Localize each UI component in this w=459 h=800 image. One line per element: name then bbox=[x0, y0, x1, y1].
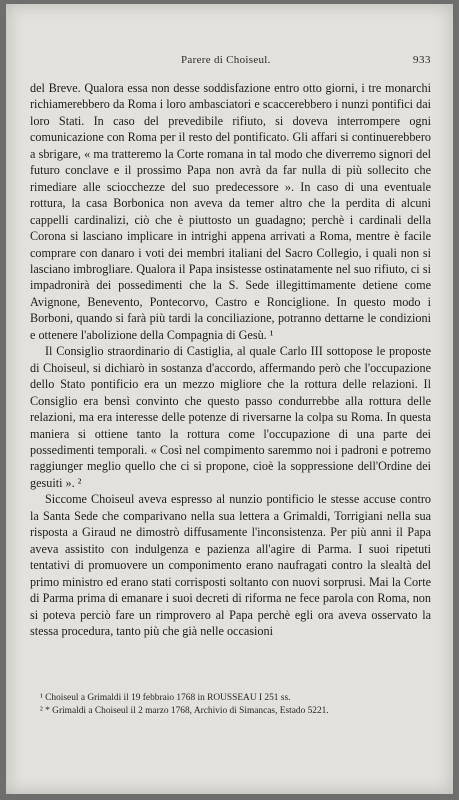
paragraph: del Breve. Qualora essa non desse soddisfazione entro otto giorni, i tre monarchi richiamerebbero da Roma i loro ambasciatori e scaccerebbero i nunzi pontifici dai loro Stati. In caso del prevedibile rifiuto, si doveva interrompere ogni comunicazione con Roma per il resto del pontificato. Gli affari si continuerebbero a sbrigare, « ma tratteremo la Corte romana in tal modo che diverremo signori del futuro conclave e il prossimo Papa non avrà da far nulla di più sollecito che rimediare alle sciocchezze del suo predecessore ». In caso di una eventuale rottura, la casa Borbonica non aveva da temer altro che la perdita di alcuni cappelli cardinalizi, ciò che è piuttosto un guadagno; perchè i cardinali della Corona si lasciano implicare in intrighi appena arrivati a Roma, mentre è facile comprare con danaro i voti dei membri italiani del Sacro Collegio, i quali non si lasciano imbrogliare. Qualora il Papa insistesse ostinatamente nel suo rifiuto, ci si impadronirà dei possedimenti che la S. Sede illegittimamente detiene come Avignone, Benevento, Pontecorvo, Castro e Ronciglione. In questo modo i Borboni, quando si farà più tardi la conciliazione, potranno dettarne le condizioni e ottenere l'abolizione della Compagnia di Gesù. ¹ bbox=[30, 81, 431, 342]
footnote: ¹ Choiseul a Grimaldi il 19 febbraio 1768 in ROUSSEAU I 251 ss. bbox=[40, 693, 291, 703]
body-text bbox=[30, 80, 431, 639]
footnotes bbox=[30, 692, 431, 718]
page-number: 933 bbox=[413, 54, 431, 66]
paragraph: Siccome Choiseul aveva espresso al nunzio pontificio le stesse accuse contro la Santa Sede che comparivano nella sua lettera a Grimaldi, Torrigiani nella sua risposta a Giraud ne dimostrò diffusamente l'inconsistenza. Per più anni il Papa aveva assistito con indulgenza e pazienza all'agire di Parma. I suoi ripetuti tentativi di promuovere un componimento erano naufragati contro la slealtà del primo ministro ed erano stati corrisposti soltanto con nuovi sorprusi. Mai la Corte di Parma prima di emanare i suoi decreti di riforma ne fece parola con Roma, non si poteva perciò fare un rimprovero al Papa perchè egli ora aveva osservato la stessa procedura, tanto più che già nelle occasioni bbox=[30, 492, 431, 638]
paragraph: Il Consiglio straordinario di Castiglia, al quale Carlo III sottopose le proposte di Choiseul, si dichiarò in sostanza d'accordo, affermando però che l'occupazione dello Stato pontificio era un mezzo migliore che la rottura delle relazioni. Il Consiglio era bensì convinto che questo passo condurrebbe alla rottura delle relazioni, ma era interesse delle potenze di riversarne la colpa su Roma. In questa maniera si ottiene tanto la rottura come l'occupazione di una parte dei possedimenti temporali. « Così nel compimento saremmo noi i padroni e potremo raggiunger meglio quello che ci si propone, cioè la soppressione dell'Ordine dei gesuiti ». ² bbox=[30, 344, 431, 490]
book-page bbox=[6, 4, 453, 794]
running-head bbox=[6, 54, 453, 70]
running-title: Parere di Choiseul. bbox=[181, 54, 271, 66]
footnote: ² * Grimaldi a Choiseul il 2 marzo 1768, Archivio di Simancas, Estado 5221. bbox=[40, 706, 329, 716]
